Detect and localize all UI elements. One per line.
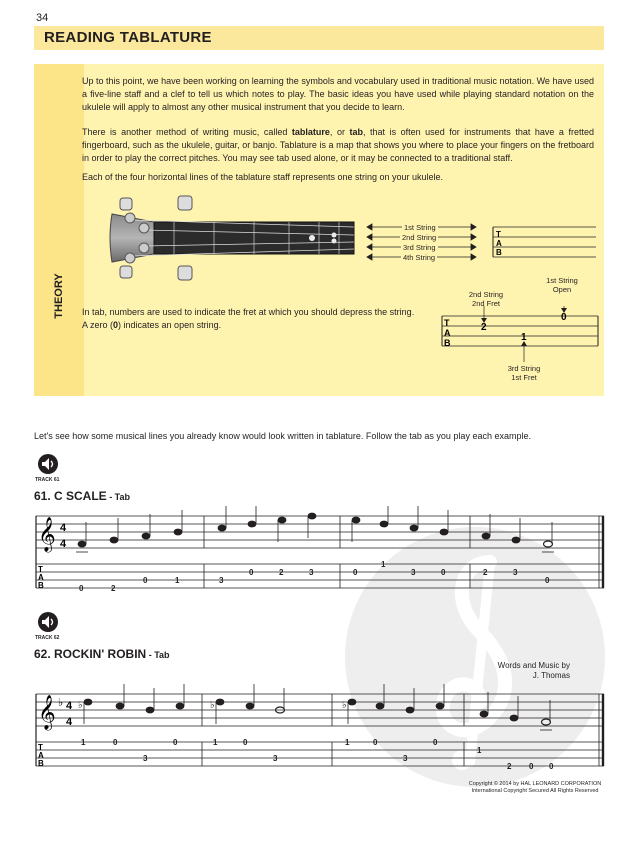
- svg-text:0: 0: [545, 576, 550, 585]
- tab-clef-t: T: [444, 318, 450, 328]
- song-title-62: 62. ROCKIN' ROBIN - Tab: [34, 647, 170, 661]
- svg-text:1: 1: [477, 746, 482, 755]
- tab-number-2: 2: [481, 322, 487, 333]
- svg-text:0: 0: [373, 738, 378, 747]
- treble-clef-icon: 𝄞: [38, 518, 56, 551]
- tab-example-staff: [440, 306, 600, 366]
- ukulele-headstock-image: [104, 192, 364, 284]
- audio-track-icon[interactable]: [36, 452, 60, 476]
- tablature-paragraph: There is another method of writing music, called tablature, or tab, that is often used for instruments that have a fretted fingerboard, such as the ukulele, guitar, or banjo. Tablature is a map that shows you where to place your fingers on the fretboard in order to play the correct pitches. You may see tab used alone, or it may be connected to a traditional staff.: [82, 127, 594, 163]
- tab-staff-example: [488, 220, 598, 264]
- svg-text:A: A: [38, 751, 44, 760]
- svg-text:3: 3: [143, 754, 148, 763]
- svg-text:0: 0: [433, 738, 438, 747]
- svg-text:3: 3: [403, 754, 408, 763]
- annotation-3rd-string: 3rd String 1st Fret: [507, 364, 541, 382]
- string-label-2: 2nd String: [402, 233, 437, 242]
- svg-text:♭: ♭: [210, 700, 215, 711]
- theory-label: THEORY: [53, 273, 65, 319]
- tab-explanation: In tab, numbers are used to indicate the fret at which you should depress the string. A zero (0) indicates an open string.: [82, 307, 415, 330]
- svg-text:1: 1: [213, 738, 218, 747]
- track-label: TRACK 62: [35, 635, 60, 641]
- strings-paragraph: Each of the four horizontal lines of the tablature staff represents one string on your ukulele.: [82, 172, 444, 182]
- tab-clef-b: B: [496, 248, 502, 257]
- tab-number-0: 0: [561, 312, 567, 323]
- annotation-2nd-string: 2nd String 2nd Fret: [468, 290, 504, 308]
- tab-clef-a: A: [444, 328, 451, 338]
- svg-text:0: 0: [249, 568, 254, 577]
- svg-text:3: 3: [411, 568, 416, 577]
- music-staff-61: [34, 506, 606, 596]
- svg-text:2: 2: [483, 568, 488, 577]
- treble-clef-icon: 𝄞: [38, 696, 56, 729]
- svg-text:0: 0: [353, 568, 358, 577]
- svg-text:0: 0: [529, 762, 534, 771]
- svg-text:A: A: [38, 573, 44, 582]
- time-sig-bottom: 4: [60, 538, 67, 550]
- svg-text:0: 0: [549, 762, 554, 771]
- section-title: READING TABLATURE: [44, 29, 212, 46]
- svg-text:3: 3: [513, 568, 518, 577]
- svg-text:1: 1: [345, 738, 350, 747]
- tab-clef-t: T: [496, 230, 501, 239]
- svg-text:1: 1: [381, 560, 386, 569]
- svg-text:0: 0: [243, 738, 248, 747]
- tab-number-1: 1: [521, 332, 527, 343]
- page-number: 34: [36, 12, 49, 24]
- intro-paragraph: Up to this point, we have been working on learning the symbols and vocabulary used in traditional music notation. We have used a five-line staff and a clef to tell us which notes to play. The basic ideas you have used while playing standard notation on the ukulele will apply to almost any other musical instrument that you decide to learn.: [82, 76, 594, 112]
- svg-text:3: 3: [309, 568, 314, 577]
- svg-text:B: B: [38, 581, 44, 590]
- string-label-1: 1st String: [404, 223, 436, 232]
- svg-text:1: 1: [81, 738, 86, 747]
- audio-track-icon[interactable]: [36, 610, 60, 634]
- svg-text:T: T: [38, 743, 43, 752]
- svg-text:2: 2: [279, 568, 284, 577]
- section-title-bar: [34, 26, 604, 50]
- music-staff-62: [34, 684, 606, 774]
- tab-clef-b: B: [444, 338, 451, 348]
- svg-text:♭: ♭: [342, 700, 347, 711]
- copyright-notice: Copyright © 2014 by HAL LEONARD CORPORATION International Copyright Secured All Rights Reserved: [468, 781, 602, 794]
- string-label-3: 3rd String: [403, 243, 436, 252]
- tab-clef-a: A: [496, 239, 502, 248]
- svg-text:0: 0: [79, 584, 84, 593]
- svg-text:0: 0: [441, 568, 446, 577]
- intro-text: Let's see how some musical lines you already know would look written in tablature. Follow the tab as you play each example.: [34, 431, 531, 441]
- string-label-4: 4th String: [403, 253, 436, 262]
- svg-text:1: 1: [175, 576, 180, 585]
- svg-text:T: T: [38, 565, 43, 574]
- time-sig-top: 4: [60, 522, 67, 534]
- svg-text:0: 0: [173, 738, 178, 747]
- song-title-61: 61. C SCALE - Tab: [34, 489, 131, 503]
- track-label: TRACK 61: [35, 477, 60, 483]
- annotation-1st-string: 1st String Open: [546, 276, 578, 294]
- svg-text:2: 2: [507, 762, 512, 771]
- svg-text:0: 0: [143, 576, 148, 585]
- time-sig-bottom: 4: [66, 716, 73, 728]
- svg-text:♭: ♭: [78, 700, 83, 711]
- song-credit: Words and Music by J. Thomas: [497, 661, 570, 680]
- theory-strip: [34, 64, 84, 396]
- svg-text:0: 0: [113, 738, 118, 747]
- svg-text:3: 3: [273, 754, 278, 763]
- svg-text:2: 2: [111, 584, 116, 593]
- flat-key-sig: ♭: [58, 697, 64, 709]
- time-sig-top: 4: [66, 700, 73, 712]
- svg-text:B: B: [38, 759, 44, 768]
- svg-text:3: 3: [219, 576, 224, 585]
